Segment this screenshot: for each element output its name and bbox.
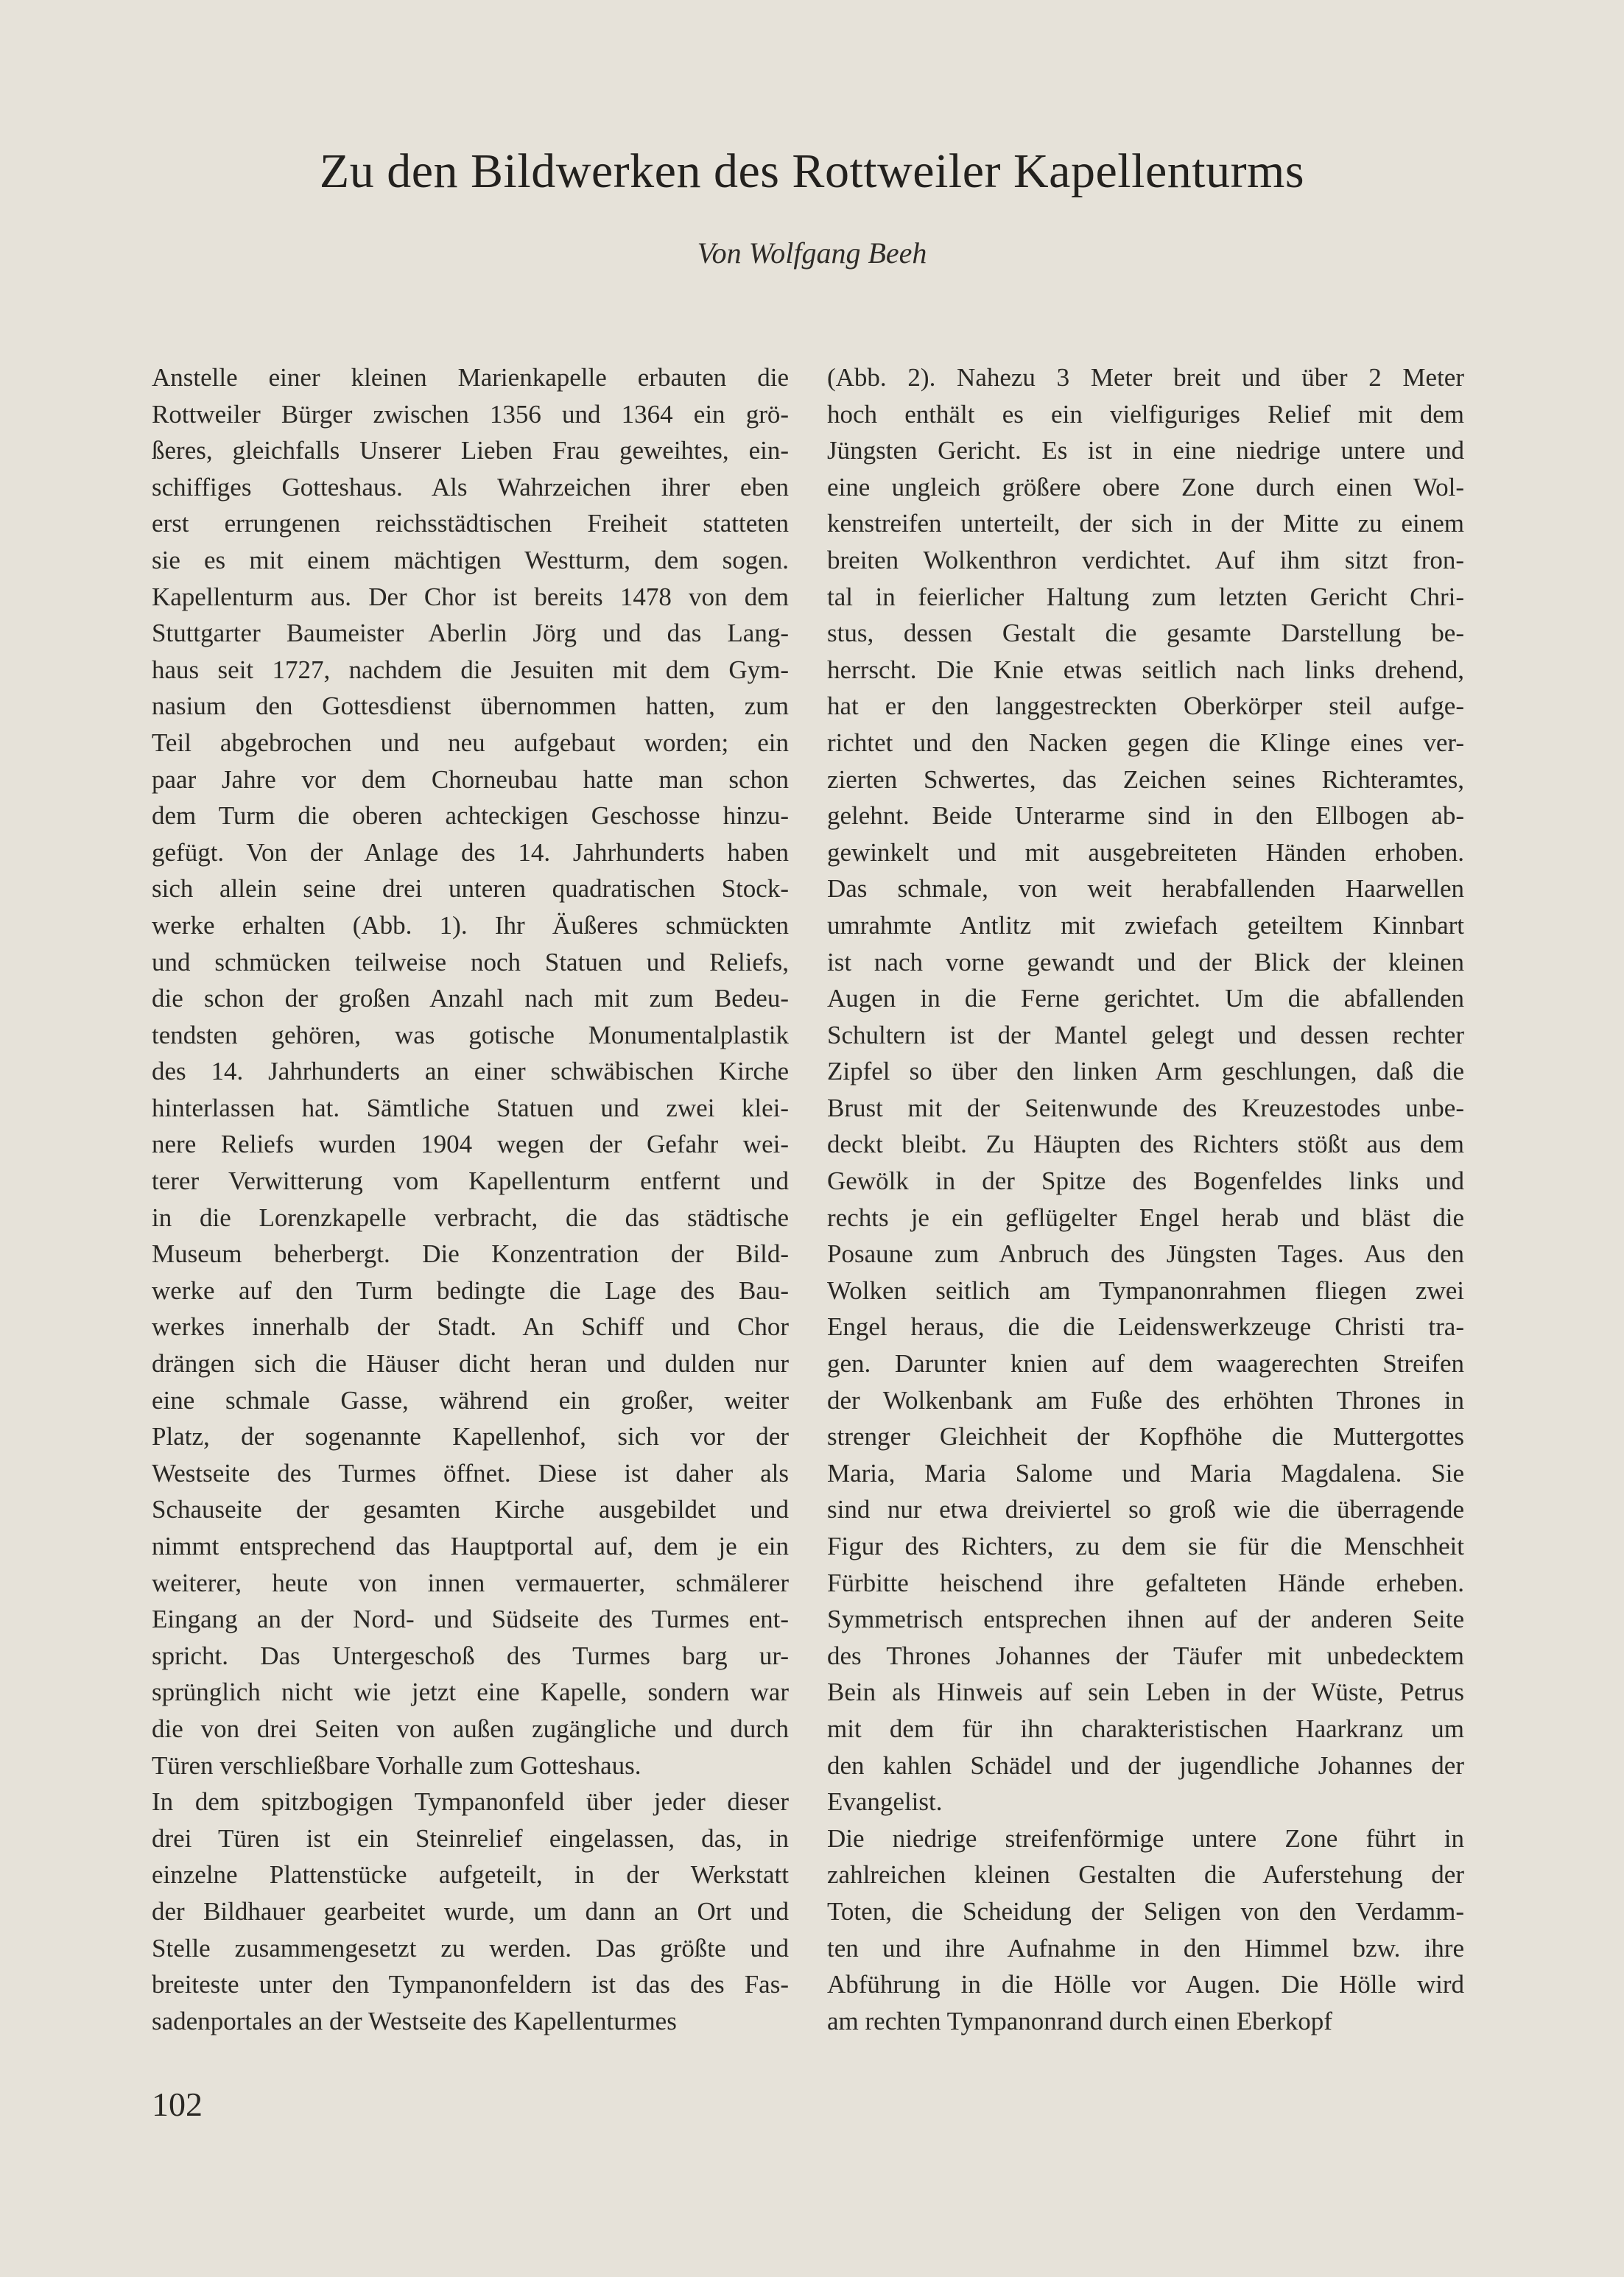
text-line: hinterlassen hat. Sämtliche Statuen und zwei klei-: [152, 1093, 789, 1122]
text-line: gefügt. Von der Anlage des 14. Jahrhunderts haben: [152, 837, 789, 867]
text-line: Posaune zum Anbruch des Jüngsten Tages. Aus den: [827, 1239, 1464, 1269]
text-line: gen. Darunter knien auf dem waagerechten Streifen: [827, 1349, 1464, 1379]
text-line: Maria, Maria Salome und Maria Magdalena. Sie: [827, 1458, 1464, 1488]
text-line: sind nur etwa dreiviertel so groß wie die überragende: [827, 1495, 1464, 1524]
text-line: Engel heraus, die die Leidenswerkzeuge Christi tra-: [827, 1312, 1464, 1342]
text-line: den kahlen Schädel und der jugendliche Johannes der: [827, 1750, 1464, 1780]
text-column-left: [152, 359, 789, 2039]
text-line: paar Jahre vor dem Chorneubau hatte man schon: [152, 764, 789, 794]
text-line: haus seit 1727, nachdem die Jesuiten mit dem Gym-: [152, 655, 789, 684]
article-title: Zu den Bildwerken des Rottweiler Kapellenturms: [319, 144, 1305, 198]
text-column-right: [827, 359, 1464, 2039]
text-line: und schmücken teilweise noch Statuen und Reliefs,: [152, 947, 789, 976]
text-line: drei Türen ist ein Steinrelief eingelassen, das, in: [152, 1823, 789, 1853]
text-line: Kapellenturm aus. Der Chor ist bereits 1478 von dem: [152, 582, 789, 611]
text-line: Teil abgebrochen und neu aufgebaut worden; ein: [152, 728, 789, 757]
text-line: Figur des Richters, zu dem sie für die Menschheit: [827, 1532, 1464, 1560]
text-line: des Thrones Johannes der Täufer mit unbedecktem: [827, 1641, 1464, 1670]
text-line: die schon der großen Anzahl nach mit zum Bedeu-: [152, 984, 789, 1013]
text-line: strenger Gleichheit der Kopfhöhe die Muttergottes: [827, 1422, 1464, 1451]
text-line: hoch enthält es ein vielfiguriges Relief mit dem: [827, 399, 1464, 429]
text-line: deckt bleibt. Zu Häupten des Richters stößt aus dem: [827, 1130, 1464, 1159]
text-line: Stuttgarter Baumeister Aberlin Jörg und das Lang-: [152, 619, 789, 648]
text-line: Zipfel so über den linken Arm geschlungen, daß die: [827, 1057, 1464, 1086]
article-author: Von Wolfgang Beeh: [697, 236, 927, 270]
text-line: nere Reliefs wurden 1904 wegen der Gefahr wei-: [152, 1130, 789, 1159]
text-line: weiterer, heute von innen vermauerter, schmälerer: [152, 1568, 789, 1597]
text-line: hat er den langgestreckten Oberkörper steil aufge-: [827, 691, 1464, 721]
paragraph: [152, 1784, 789, 2039]
text-line: kenstreifen unterteilt, der sich in der Mitte zu einem: [827, 509, 1464, 538]
text-line: Toten, die Scheidung der Seligen von den Verdamm-: [827, 1896, 1464, 1926]
text-line: werke erhalten (Abb. 1). Ihr Äußeres schmückten: [152, 910, 789, 940]
text-line: Die niedrige streifenförmige untere Zone führt in: [827, 1823, 1464, 1853]
text-line: in die Lorenzkapelle verbracht, die das städtische: [152, 1203, 789, 1232]
text-line: nimmt entsprechend das Hauptportal auf, dem je ein: [152, 1532, 789, 1560]
text-line: Fürbitte heischend ihre gefalteten Hände erheben.: [827, 1568, 1464, 1597]
text-line: breiten Wolkenthron verdichtet. Auf ihm sitzt fron-: [827, 545, 1464, 574]
text-line: gewinkelt und mit ausgebreiteten Händen erhoben.: [827, 837, 1464, 867]
text-line: Symmetrisch entsprechen ihnen auf der anderen Seite: [827, 1605, 1464, 1634]
text-line: sprünglich nicht wie jetzt eine Kapelle, sondern war: [152, 1678, 789, 1707]
text-line: umrahmte Antlitz mit zwiefach geteiltem Kinnbart: [827, 910, 1464, 940]
text-line: Türen verschließbare Vorhalle zum Gotteshaus.: [152, 1750, 641, 1780]
text-line: die von drei Seiten von außen zugängliche und durch: [152, 1714, 789, 1743]
paragraph: [152, 359, 789, 1784]
text-line: Bein als Hinweis auf sein Leben in der Wüste, Petrus: [827, 1678, 1464, 1707]
text-line: werkes innerhalb der Stadt. An Schiff und Chor: [152, 1312, 789, 1342]
text-line: herrscht. Die Knie etwas seitlich nach links drehend,: [827, 655, 1464, 684]
text-line: terer Verwitterung vom Kapellenturm entfernt und: [152, 1166, 789, 1196]
text-line: In dem spitzbogigen Tympanonfeld über jeder dieser: [152, 1787, 789, 1817]
text-line: tendsten gehören, was gotische Monumentalplastik: [152, 1020, 789, 1049]
text-line: gelehnt. Beide Unterarme sind in den Ellbogen ab-: [827, 801, 1464, 831]
text-line: Museum beherbergt. Die Konzentration der Bild-: [152, 1239, 789, 1269]
text-line: eine schmale Gasse, während ein großer, weiter: [152, 1385, 789, 1415]
text-line: Gewölk in der Spitze des Bogenfeldes links und: [827, 1166, 1464, 1196]
text-line: Schultern ist der Mantel gelegt und dessen rechter: [827, 1020, 1464, 1049]
text-line: Das schmale, von weit herabfallenden Haarwellen: [827, 874, 1464, 904]
text-line: einzelne Plattenstücke aufgeteilt, in der Werkstatt: [152, 1860, 789, 1890]
text-line: schiffiges Gotteshaus. Als Wahrzeichen ihrer eben: [152, 472, 789, 501]
text-line: Augen in die Ferne gerichtet. Um die abfallenden: [827, 984, 1464, 1013]
text-line: ist nach vorne gewandt und der Blick der kleinen: [827, 947, 1464, 976]
text-line: Platz, der sogenannte Kapellenhof, sich vor der: [152, 1422, 789, 1451]
text-line: dem Turm die oberen achteckigen Geschosse hinzu-: [152, 801, 789, 831]
text-line: zahlreichen kleinen Gestalten die Auferstehung der: [827, 1860, 1464, 1890]
text-line: am rechten Tympanonrand durch einen Eberkopf: [827, 2006, 1332, 2035]
text-line: mit dem für ihn charakteristischen Haarkranz um: [827, 1714, 1464, 1743]
text-line: spricht. Das Untergeschoß des Turmes barg ur-: [152, 1641, 789, 1670]
text-line: drängen sich die Häuser dicht heran und dulden nur: [152, 1349, 789, 1379]
paragraph: [827, 359, 1464, 1820]
text-line: der Wolkenbank am Fuße des erhöhten Thrones in: [827, 1385, 1464, 1415]
text-line: sie es mit einem mächtigen Westturm, dem sogen.: [152, 545, 789, 574]
text-line: der Bildhauer gearbeitet wurde, um dann an Ort und: [152, 1896, 789, 1926]
text-line: eine ungleich größere obere Zone durch einen Wol-: [827, 472, 1464, 501]
text-line: ßeres, gleichfalls Unserer Lieben Frau geweihtes, ein-: [152, 436, 789, 465]
text-line: Brust mit der Seitenwunde des Kreuzestodes unbe-: [827, 1093, 1464, 1122]
text-line: nasium den Gottesdienst übernommen hatten, zum: [152, 691, 789, 721]
text-line: breiteste unter den Tympanonfeldern ist das des Fas-: [152, 1970, 789, 1999]
text-line: sadenportales an der Westseite des Kapellenturmes: [152, 2006, 677, 2035]
text-line: des 14. Jahrhunderts an einer schwäbischen Kirche: [152, 1057, 789, 1086]
text-line: Stelle zusammengesetzt zu werden. Das größte und: [152, 1933, 789, 1963]
text-line: werke auf den Turm bedingte die Lage des Bau-: [152, 1275, 789, 1305]
text-line: Jüngsten Gericht. Es ist in eine niedrige untere und: [827, 436, 1464, 465]
text-line: erst errungenen reichsstädtischen Freiheit statteten: [152, 509, 789, 538]
text-line: stus, dessen Gestalt die gesamte Darstellung be-: [827, 619, 1464, 648]
text-line: Abführung in die Hölle vor Augen. Die Hölle wird: [827, 1970, 1464, 1999]
text-line: ten und ihre Aufnahme in den Himmel bzw. ihre: [827, 1933, 1464, 1963]
text-line: sich allein seine drei unteren quadratischen Stock-: [152, 874, 789, 904]
text-line: Rottweiler Bürger zwischen 1356 und 1364 ein grö-: [152, 399, 789, 429]
text-line: (Abb. 2). Nahezu 3 Meter breit und über 2 Meter: [827, 363, 1464, 392]
text-line: richtet und den Nacken gegen die Klinge eines ver-: [827, 728, 1464, 757]
text-line: Schauseite der gesamten Kirche ausgebildet und: [152, 1495, 789, 1524]
text-line: tal in feierlicher Haltung zum letzten Gericht Chri-: [827, 582, 1464, 611]
text-line: Anstelle einer kleinen Marienkapelle erbauten die: [152, 363, 789, 392]
text-line: Westseite des Turmes öffnet. Diese ist daher als: [152, 1458, 789, 1488]
text-line: rechts je ein geflügelter Engel herab und bläst die: [827, 1203, 1464, 1232]
text-line: Evangelist.: [827, 1787, 943, 1817]
text-line: Wolken seitlich am Tympanonrahmen fliegen zwei: [827, 1275, 1464, 1305]
text-line: Eingang an der Nord- und Südseite des Turmes ent-: [152, 1605, 789, 1634]
text-line: zierten Schwertes, das Zeichen seines Richteramtes,: [827, 764, 1464, 794]
paragraph: [827, 1820, 1464, 2040]
page-number: 102: [152, 2086, 203, 2123]
